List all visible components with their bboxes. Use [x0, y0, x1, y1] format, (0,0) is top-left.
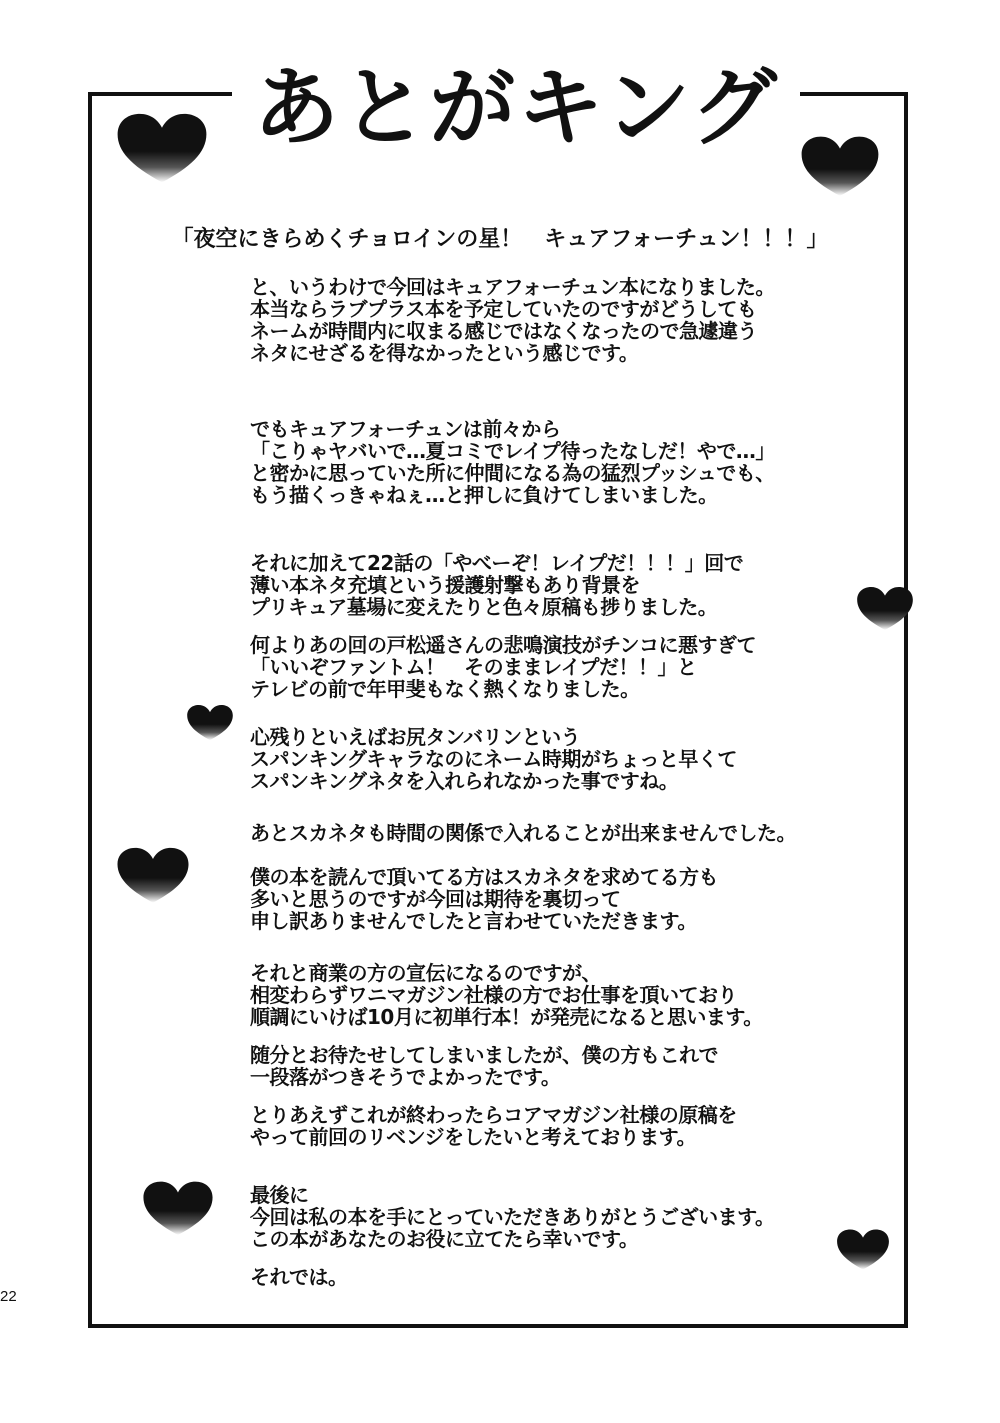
paragraph — [250, 866, 850, 932]
text-line: ネームが時間内に収まる感じではなくなったので急遽違う — [250, 319, 757, 343]
paragraph — [250, 962, 850, 1028]
text-line: テレビの前で年甲斐もなく熱くなりました。 — [250, 677, 640, 701]
text-line: 多いと思うのですが今回は期待を裏切って — [250, 887, 621, 911]
text-line: それに加えて22話の「やべーぞ！レイプだ！！！」回で — [250, 551, 744, 575]
heart-icon — [836, 1228, 890, 1272]
text-line: 最後に — [250, 1183, 309, 1207]
text-line: 一段落がつきそうでよかったです。 — [250, 1065, 561, 1089]
text-line: この本があなたのお役に立てたら幸いです。 — [250, 1227, 639, 1251]
paragraph — [250, 822, 850, 844]
paragraph — [250, 1104, 850, 1148]
text-line: あとスカネタも時間の関係で入れることが出来ませんでした。 — [250, 821, 796, 845]
text-line: 「こりゃヤバいで…夏コミでレイプ待ったなしだ！やで…」 — [250, 439, 775, 463]
heart-icon — [800, 135, 880, 199]
text-line: 本当ならラブプラス本を予定していたのですがどうしても — [250, 297, 757, 321]
text-line: スパンキングキャラなのにネーム時期がちょっと早くて — [250, 747, 737, 771]
page-title: あとがキング — [253, 58, 779, 158]
text-line: プリキュア墓場に変えたりと色々原稿も捗りました。 — [250, 595, 718, 619]
heart-icon — [186, 704, 234, 742]
paragraph — [250, 418, 850, 506]
text-line: それでは。 — [250, 1265, 348, 1289]
paragraph — [250, 1266, 850, 1288]
text-line: とりあえずこれが終わったらコアマガジン社様の原稿を — [250, 1103, 737, 1127]
text-line: でもキュアフォーチュンは前々から — [250, 417, 561, 441]
text-line: スパンキングネタを入れられなかった事ですね。 — [250, 769, 679, 793]
text-line: 薄い本ネタ充填という援護射撃もあり背景を — [250, 573, 640, 597]
page-number: 22 — [0, 1288, 17, 1305]
paragraph — [250, 552, 850, 618]
paragraph — [250, 276, 850, 364]
paragraph — [250, 1044, 850, 1088]
text-line: もう描くっきゃねぇ…と押しに負けてしまいました。 — [250, 483, 718, 507]
text-line: 心残りといえばお尻タンバリンという — [250, 725, 581, 749]
heart-icon — [115, 112, 209, 186]
heart-icon — [116, 846, 190, 906]
text-line: ネタにせざるを得なかったという感じです。 — [250, 341, 639, 365]
text-line: 「いいぞファントム！ そのままレイプだ！！」と — [250, 655, 697, 679]
text-line: 僕の本を読んで頂いてる方はスカネタを求めてる方も — [250, 865, 718, 889]
heart-icon — [856, 585, 914, 633]
text-line: 申し訳ありませんでしたと言わせていただきます。 — [250, 909, 697, 933]
text-line: それと商業の方の宣伝になるのですが、 — [250, 961, 601, 985]
page-subtitle: 「夜空にきらめくチョロインの星！ キュアフォーチュン！！！」 — [171, 227, 829, 252]
text-line: やって前回のリベンジをしたいと考えております。 — [250, 1125, 696, 1149]
text-line: 何よりあの回の戸松遥さんの悲鳴演技がチンコに悪すぎて — [250, 633, 756, 657]
text-line: 随分とお待たせしてしまいましたが、僕の方もこれで — [250, 1043, 718, 1067]
text-line: 相変わらずワニマガジン社様の方でお仕事を頂いており — [250, 983, 737, 1007]
text-line: と密かに思っていた所に仲間になる為の猛烈プッシュでも、 — [250, 461, 775, 485]
text-line: 今回は私の本を手にとっていただきありがとうございます。 — [250, 1205, 775, 1229]
heart-icon — [142, 1180, 214, 1238]
paragraph — [250, 1184, 850, 1250]
paragraph — [250, 634, 850, 700]
paragraph — [250, 726, 850, 792]
text-line: 順調にいけば10月に初単行本！が発売になると思います。 — [250, 1005, 763, 1029]
text-line: と、いうわけで今回はキュアフォーチュン本になりました。 — [250, 275, 775, 299]
